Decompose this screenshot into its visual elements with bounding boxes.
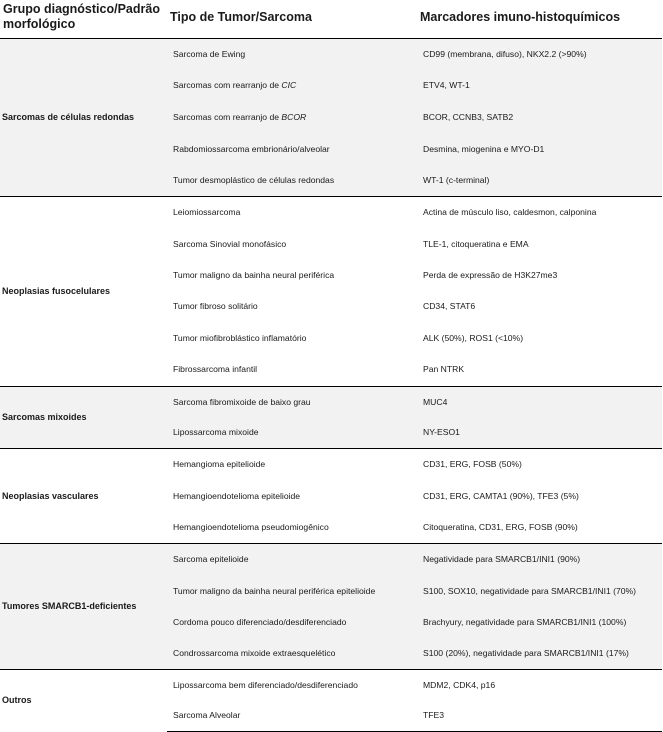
- table-row: [0, 544, 662, 576]
- tumor-type-cell: [167, 102, 417, 134]
- group-name: Sarcomas mixoides: [0, 387, 167, 449]
- markers-cell: CD34, STAT6: [423, 301, 476, 311]
- tumor-type-cell: [167, 544, 417, 576]
- group-name: Sarcomas de células redondas: [0, 39, 167, 197]
- markers-cell: ETV4, WT-1: [417, 70, 662, 102]
- group-name: Neoplasias fusocelulares: [0, 197, 167, 387]
- markers-cell: MDM2, CDK4, p16: [417, 670, 662, 701]
- markers-cell: WT-1 (c-terminal): [417, 166, 662, 197]
- tumor-type-text: Tumor fibroso solitário: [173, 301, 258, 311]
- tumor-type-cell: [167, 166, 417, 197]
- tumor-type-cell: [167, 323, 417, 354]
- tumor-type-text: Sarcoma epitelioide: [173, 554, 249, 565]
- tumor-type-text: Sarcomas com rearranjo de: [173, 80, 282, 90]
- markers-cell: Brachyury, negatividade para SMARCB1/INI1 (100%): [417, 607, 662, 639]
- tumor-type-text: Sarcoma Sinovial monofásico: [173, 238, 287, 249]
- markers-cell: Negatividade para SMARCB1/INI1 (90%): [417, 544, 662, 576]
- header-tumor-type: Tipo de Tumor/Sarcoma: [167, 0, 417, 39]
- header-group: Grupo diagnóstico/Padrão morfológico: [0, 0, 167, 39]
- markers-cell: S100 (20%), negatividade para SMARCB1/INI1 (17%): [417, 639, 662, 670]
- tumor-type-cell: [167, 291, 417, 323]
- tumor-type-text: Lipossarcoma mixoide: [173, 427, 259, 438]
- markers-cell: Perda de expressão de H3K27me3: [423, 269, 558, 280]
- tumor-type-text: Sarcoma de Ewing: [173, 48, 246, 59]
- tumor-type-text: Lipossarcoma bem diferenciado/desdiferenciado: [173, 679, 358, 690]
- tumor-type-text: Leiomiossarcoma: [173, 207, 241, 218]
- markers-cell: Actina de músculo liso, caldesmon, calponina: [417, 197, 662, 229]
- tumor-type-text: Tumor maligno da bainha neural periférica: [173, 269, 335, 280]
- markers-cell: Desmina, miogenina e MYO-D1: [417, 134, 662, 166]
- markers-cell: TFE3: [417, 701, 662, 732]
- tumor-type-cell: [167, 513, 417, 544]
- tumor-type-cell: [167, 229, 417, 260]
- tumor-type-cell: [167, 607, 417, 639]
- group-name: Tumores SMARCB1-deficientes: [0, 544, 167, 670]
- tumor-type-cell: [167, 70, 417, 102]
- tumor-type-cell: [167, 449, 417, 481]
- tumor-type-cell: [167, 387, 417, 418]
- table-row: [0, 39, 662, 70]
- markers-cell: TLE-1, citoqueratina e EMA: [423, 238, 529, 249]
- table-row: [0, 197, 662, 229]
- group-name: Outros: [0, 670, 167, 732]
- markers-cell: Pan NTRK: [423, 364, 465, 375]
- tumor-type-text: Rabdomiossarcoma embrionário/alveolar: [173, 144, 330, 154]
- tumor-type-text: Fibrossarcoma infantil: [173, 364, 258, 375]
- tumor-type-cell: [167, 354, 417, 387]
- markers-cell: ALK (50%), ROS1 (<10%): [423, 332, 524, 343]
- tumor-type-cell: [167, 670, 417, 701]
- tumor-type-text: Sarcoma fibromixoide de baixo grau: [173, 396, 311, 407]
- table-row: [0, 670, 662, 701]
- tumor-type-cell: [167, 701, 417, 732]
- markers-cell: S100, SOX10, negatividade para SMARCB1/INI1 (70%): [417, 576, 662, 607]
- tumor-type-cell: [167, 576, 417, 607]
- markers-cell: MUC4: [417, 387, 662, 418]
- tumor-type-cell: [167, 197, 417, 229]
- markers-cell: Citoqueratina, CD31, ERG, FOSB (90%): [423, 522, 578, 533]
- table-row: [0, 449, 662, 481]
- markers-cell: CD99 (membrana, difuso), NKX2.2 (>90%): [417, 39, 662, 70]
- tumor-type-text: Hemangioma epitelioide: [173, 459, 266, 470]
- tumor-type-text: Sarcomas com rearranjo de: [173, 112, 282, 122]
- tumor-type-text: Cordoma pouco diferenciado/desdiferenciado: [173, 617, 347, 627]
- markers-cell: NY-ESO1: [417, 418, 662, 449]
- header-markers: Marcadores imuno-histoquímicos: [417, 0, 662, 39]
- tumor-type-cell: [167, 481, 417, 513]
- tumor-type-cell: [167, 39, 417, 70]
- tumor-type-text: Condrossarcoma mixoide extraesquelético: [173, 648, 336, 659]
- tumor-type-text: Tumor desmoplástico de células redondas: [173, 175, 335, 186]
- tumor-type-cell: [167, 134, 417, 166]
- tumor-type-cell: [167, 418, 417, 449]
- tumor-type-text: Tumor miofibroblástico inflamatório: [173, 332, 307, 343]
- markers-cell: BCOR, CCNB3, SATB2: [417, 102, 662, 134]
- tumor-type-cell: [167, 639, 417, 670]
- tumor-type-text: Hemangioendotelioma epitelioide: [173, 491, 301, 501]
- group-name: Neoplasias vasculares: [0, 449, 167, 544]
- header-row: [0, 0, 662, 39]
- gene-name-italic: BCOR: [281, 112, 307, 122]
- table-row: [0, 387, 662, 418]
- gene-name-italic: CIC: [281, 80, 297, 90]
- tumor-type-text: Hemangioendotelioma pseudomiogênico: [173, 522, 329, 533]
- markers-cell: CD31, ERG, FOSB (50%): [417, 449, 662, 481]
- tumor-type-cell: [167, 260, 417, 291]
- markers-cell: CD31, ERG, CAMTA1 (90%), TFE3 (5%): [423, 491, 579, 501]
- tumor-type-text: Tumor maligno da bainha neural periférica epitelioide: [173, 585, 376, 596]
- tumor-type-text: Sarcoma Alveolar: [173, 710, 241, 721]
